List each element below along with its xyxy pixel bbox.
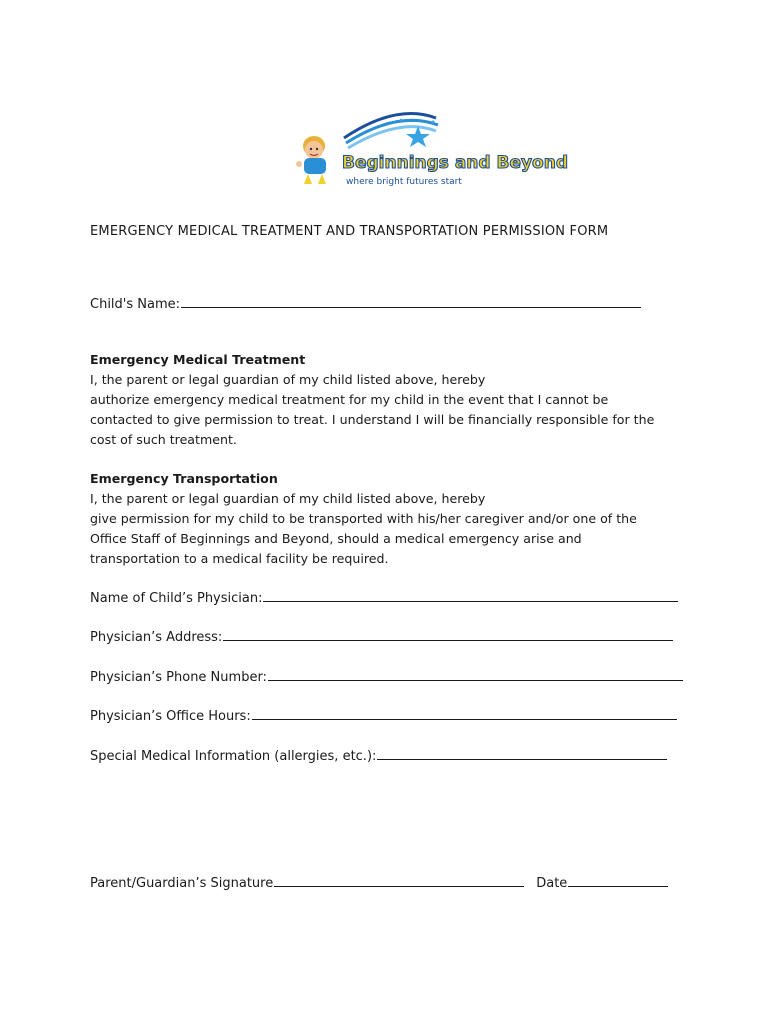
transportation-line: Office Staff of Beginnings and Beyond, should a medical emergency arise and <box>90 531 582 546</box>
special-info-field[interactable] <box>90 747 667 764</box>
physician-hours-label: Physician’s Office Hours: <box>90 709 251 724</box>
logo-tagline: where bright futures start <box>346 177 462 187</box>
physician-name-field[interactable] <box>90 589 678 606</box>
logo-brand-text: Beginnings and Beyond <box>342 153 569 173</box>
physician-phone-label: Physician’s Phone Number: <box>90 670 267 685</box>
transportation-line: transportation to a medical facility be required. <box>90 551 389 566</box>
date-blank[interactable] <box>568 874 668 887</box>
beginnings-and-beyond-logo <box>286 98 569 208</box>
child-name-field[interactable] <box>90 295 641 312</box>
transportation-line: I, the parent or legal guardian of my child listed above, hereby <box>90 491 486 506</box>
physician-phone-field[interactable] <box>90 668 683 685</box>
physician-name-blank[interactable] <box>263 589 678 602</box>
form-title: EMERGENCY MEDICAL TREATMENT AND TRANSPORTATION PERMISSION FORM <box>90 224 609 239</box>
logo-graphic <box>286 98 569 208</box>
child-face <box>305 141 323 159</box>
child-shirt <box>304 158 326 174</box>
physician-address-blank[interactable] <box>223 628 673 641</box>
medical-treatment-section <box>90 350 690 450</box>
child-leg <box>304 174 312 184</box>
sparkle-icon <box>400 119 402 121</box>
signature-row <box>90 874 668 891</box>
date-label: Date <box>536 876 568 891</box>
physician-phone-blank[interactable] <box>268 668 683 681</box>
medical-treatment-heading: Emergency Medical Treatment <box>90 352 306 367</box>
transportation-section <box>90 469 690 569</box>
signature-blank[interactable] <box>274 874 524 887</box>
sparkle-icon <box>432 121 435 124</box>
physician-name-label: Name of Child’s Physician: <box>90 591 263 606</box>
medical-treatment-line: cost of such treatment. <box>90 432 237 447</box>
child-hand <box>296 161 302 167</box>
swoosh-arc <box>346 120 438 143</box>
physician-hours-blank[interactable] <box>252 707 677 720</box>
transportation-line: give permission for my child to be transported with his/her caregiver and/or one of the <box>90 511 637 526</box>
physician-address-label: Physician’s Address: <box>90 630 223 645</box>
transportation-heading: Emergency Transportation <box>90 471 278 486</box>
medical-treatment-line: authorize emergency medical treatment for my child in the event that I cannot be <box>90 392 609 407</box>
child-eye <box>316 148 318 150</box>
child-name-blank[interactable] <box>181 295 641 308</box>
special-info-label: Special Medical Information (allergies, etc.): <box>90 749 377 764</box>
medical-treatment-line: I, the parent or legal guardian of my child listed above, hereby <box>90 372 486 387</box>
physician-address-field[interactable] <box>90 628 673 645</box>
signature-label: Parent/Guardian’s Signature <box>90 876 274 891</box>
medical-treatment-line: contacted to give permission to treat. I understand I will be financially responsible for the <box>90 412 655 427</box>
child-name-label: Child's Name: <box>90 297 181 312</box>
child-eye <box>310 148 312 150</box>
special-info-blank[interactable] <box>377 747 667 760</box>
physician-hours-field[interactable] <box>90 707 677 724</box>
child-leg <box>318 174 326 184</box>
